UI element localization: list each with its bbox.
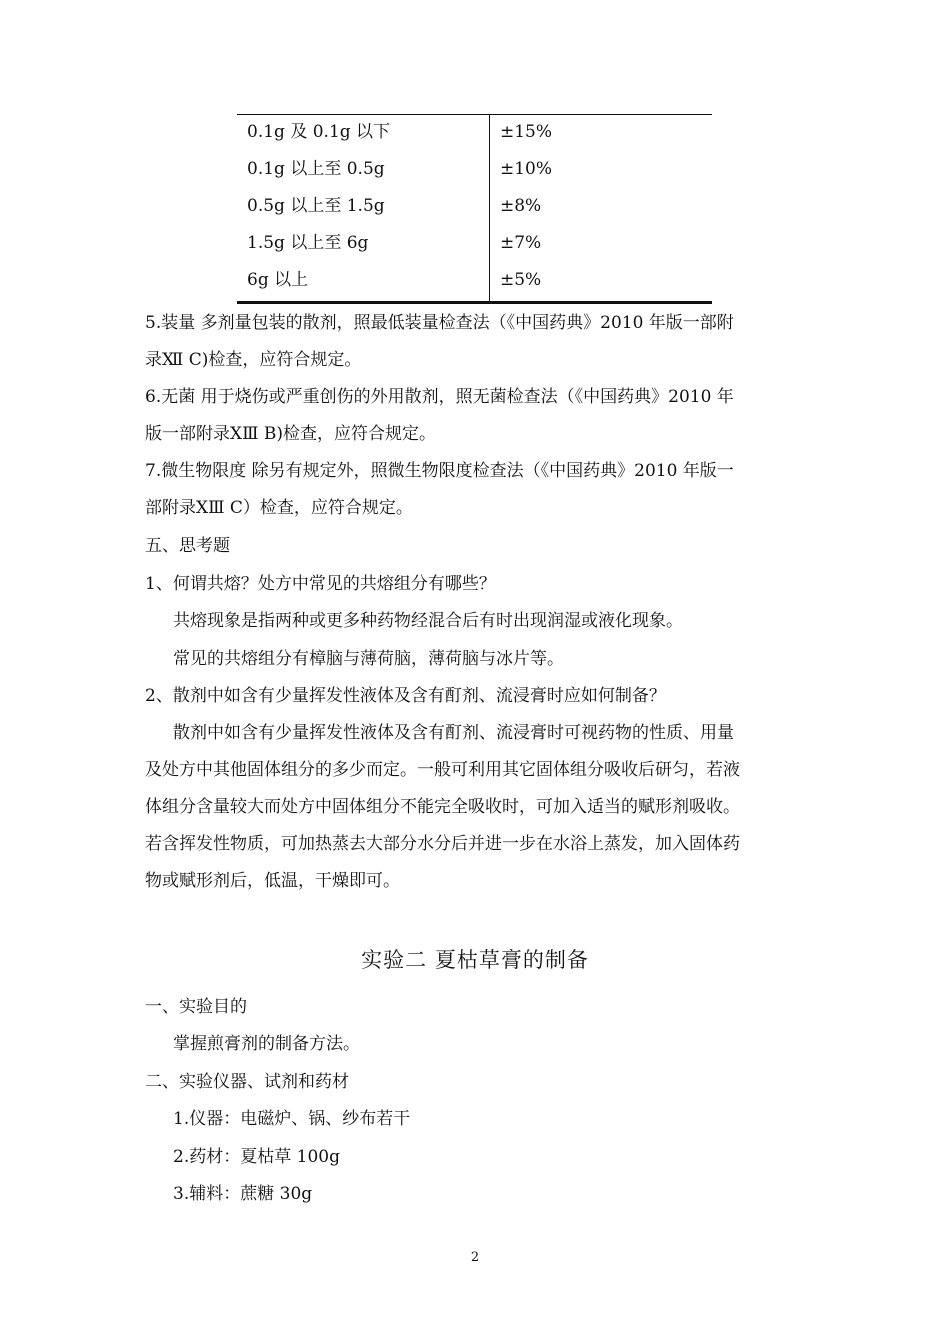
tolerance-cell: ±7%	[500, 233, 542, 253]
tolerance-cell: ±5%	[500, 270, 542, 290]
answer-line: 散剂中如含有少量挥发性液体及含有酊剂、流浸膏时可视药物的性质、用量	[173, 723, 734, 743]
answer-line: 常见的共熔组分有樟脑与薄荷脑，薄荷脑与冰片等。	[173, 649, 564, 669]
answer-line: 若含挥发性物质，可加热蒸去大部分水分后并进一步在水浴上蒸发，加入固体药	[145, 834, 740, 854]
page-number: 2	[470, 1250, 480, 1265]
paragraph-line: 版一部附录ⅩⅢ B)检查，应符合规定。	[145, 424, 437, 444]
section-title: 一、实验目的	[145, 997, 247, 1017]
weight-cell: 1.5g 以上至 6g	[247, 233, 369, 253]
answer-line: 共熔现象是指两种或更多种药物经混合后有时出现润湿或液化现象。	[173, 611, 683, 631]
section-text: 掌握煎膏剂的制备方法。	[173, 1034, 360, 1054]
section-title: 五、思考题	[145, 536, 230, 556]
paragraph-line: 部附录ⅩⅢ C）检查，应符合规定。	[145, 498, 413, 518]
paragraph-line: 7.微生物限度 除另有规定外，照微生物限度检查法（《中国药典》2010 年版一	[145, 461, 734, 481]
answer-line: 物或赋形剂后，低温，干燥即可。	[145, 871, 400, 891]
section-title: 二、实验仪器、试剂和药材	[145, 1072, 349, 1092]
list-item: 2.药材：夏枯草 100g	[173, 1147, 340, 1167]
table-column-divider	[489, 114, 490, 302]
paragraph-line: 6.无菌 用于烧伤或严重创伤的外用散剂，照无菌检查法（《中国药典》2010 年	[145, 387, 734, 407]
question: 2、散剂中如含有少量挥发性液体及含有酊剂、流浸膏时应如何制备？	[145, 686, 666, 706]
paragraph-line: 5.装量 多剂量包装的散剂，照最低装量检查法（《中国药典》2010 年版一部附	[145, 313, 734, 333]
answer-line: 体组分含量较大而处方中固体组分不能完全吸收时，可加入适当的赋形剂吸收。	[145, 797, 740, 817]
list-item: 1.仪器：电磁炉、锅、纱布若干	[173, 1109, 411, 1129]
tolerance-cell: ±10%	[500, 159, 553, 179]
weight-cell: 6g 以上	[247, 270, 309, 290]
question: 1、何谓共熔？处方中常见的共熔组分有哪些？	[145, 574, 496, 594]
paragraph-line: 录Ⅻ C)检查，应符合规定。	[145, 350, 362, 370]
answer-line: 及处方中其他固体组分的多少而定。一般可利用其它固体组分吸收后研匀，若液	[145, 760, 740, 780]
tolerance-cell: ±15%	[500, 122, 553, 142]
weight-cell: 0.5g 以上至 1.5g	[247, 196, 385, 216]
experiment-title: 实验二 夏枯草膏的制备	[361, 948, 589, 972]
weight-cell: 0.1g 及 0.1g 以下	[247, 122, 391, 142]
tolerance-cell: ±8%	[500, 196, 542, 216]
weight-cell: 0.1g 以上至 0.5g	[247, 159, 385, 179]
table-bottom-rule	[237, 301, 712, 304]
list-item: 3.辅料：蔗糖 30g	[173, 1184, 313, 1204]
